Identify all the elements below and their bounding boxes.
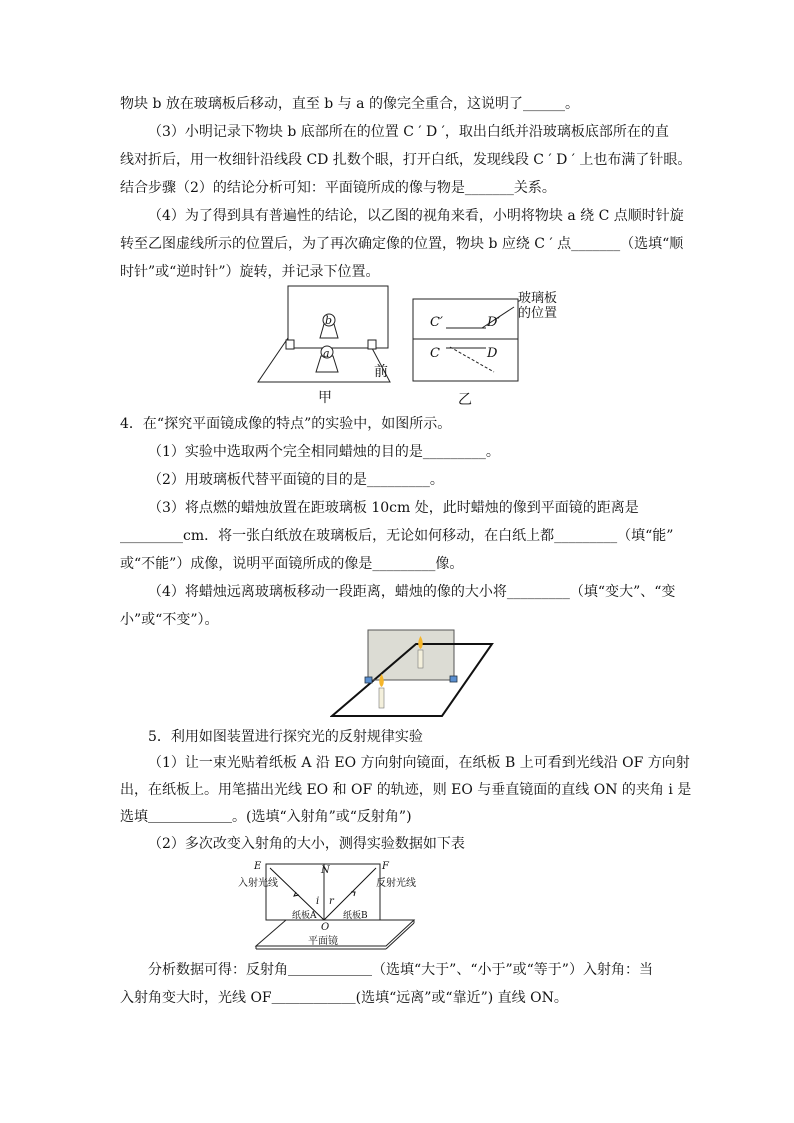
o-label: O bbox=[321, 922, 330, 933]
text-line-8: 4．在“探究平面镜成像的特点”的实验中，如图所示。 bbox=[120, 416, 452, 432]
text-line-11: （3）将点燃的蜡烛放置在距玻璃板 10cm 处，此时蜡烛的像到平面镜的距离是 bbox=[148, 500, 639, 516]
text-line-13: 或“不能”）成像，说明平面镜所成的像是_________像。 bbox=[120, 556, 464, 572]
text-line-14: （4）将蜡烛远离玻璃板移动一段距离，蜡烛的像的大小将_________（填“变大”、“变 bbox=[148, 584, 676, 600]
glass-plate bbox=[368, 630, 454, 680]
text-line-15: 小”或“不变”）。 bbox=[120, 612, 219, 628]
text-line-2: （3）小明记录下物块 b 底部所在的位置 C ′ D ′，取出白纸并沿玻璃板底部所在的直 bbox=[148, 124, 669, 140]
object-b-label: b bbox=[325, 314, 333, 327]
text-line-21: 分析数据可得：反射角＿＿＿＿＿＿（选填“大于”、“小于”或“等于”）入射角：当 bbox=[148, 962, 653, 978]
n-label: N bbox=[321, 865, 330, 876]
text-line-5: （4）为了得到具有普遍性的结论，以乙图的视角来看，小明将物块 a 绕 C 点顺时针旋 bbox=[148, 208, 684, 224]
text-line-16: 5．利用如图装置进行探究光的反射规律实验 bbox=[148, 729, 423, 745]
front-label: 前 bbox=[374, 364, 388, 380]
text-line-12: _________cm．将一张白纸放在玻璃板后，无论如何移动，在白纸上都_________（填“能” bbox=[120, 528, 674, 544]
r-label: r bbox=[329, 896, 334, 907]
incident-ray-label: 入射光线 bbox=[238, 878, 278, 889]
d-prime-label: D′ bbox=[487, 315, 501, 330]
i-label: i bbox=[316, 896, 320, 907]
text-line-19: 选填＿＿＿＿＿＿。(选填“入射角”或“反射角”) bbox=[120, 809, 412, 825]
text-line-17: （1）让一束光贴着纸板 A 沿 EO 方向射向镜面，在纸板 B 上可看到光线沿 OF 方向射 bbox=[148, 755, 690, 771]
text-line-1: 物块 b 放在玻璃板后移动，直至 b 与 a 的像完全重合，这说明了______。 bbox=[120, 96, 579, 112]
board-a-label: 纸板A bbox=[292, 911, 317, 921]
text-line-20: （2）多次改变入射角的大小，测得实验数据如下表 bbox=[148, 836, 465, 852]
e-label: E bbox=[254, 861, 262, 872]
reflected-ray-label: 反射光线 bbox=[376, 878, 416, 889]
f-label: F bbox=[382, 861, 389, 872]
text-line-22: 入射角变大时，光线 OF＿＿＿＿＿＿(选填“远离”或“靠近”) 直线 ON。 bbox=[120, 990, 568, 1006]
c-label: C bbox=[430, 346, 440, 361]
mirror-label: 平面镜 bbox=[308, 936, 338, 947]
text-line-9: （1）实验中选取两个完全相同蜡烛的目的是_________。 bbox=[148, 444, 500, 460]
jia-caption: 甲 bbox=[318, 390, 332, 406]
text-line-7: 时针”或“逆时针”）旋转，并记录下位置。 bbox=[120, 264, 380, 280]
glass-position-label-2: 的位置 bbox=[518, 306, 558, 321]
right-clip bbox=[450, 676, 457, 682]
left-clip bbox=[365, 677, 372, 683]
d-label: D bbox=[487, 346, 498, 361]
figure-yi bbox=[413, 299, 518, 381]
text-line-18: 出，在纸板上。用笔描出光线 EO 和 OF 的轨迹，则 EO 与垂直镜面的直线 ON 的夹角 i 是 bbox=[120, 782, 692, 798]
board-b-label: 纸板B bbox=[343, 911, 368, 921]
object-a-label: a bbox=[323, 347, 330, 360]
text-line-6: 转至乙图虚线所示的位置后，为了再次确定像的位置，物块 b 应绕 C ′ 点_______（选填“顺 bbox=[120, 236, 684, 252]
candle-image-icon bbox=[418, 636, 423, 668]
yi-caption: 乙 bbox=[458, 392, 472, 408]
figure-jia bbox=[258, 286, 390, 382]
figure-reflection-apparatus bbox=[236, 856, 428, 952]
glass-position-label-1: 玻璃板 bbox=[518, 291, 558, 306]
figure-glass-plate-jia-yi bbox=[250, 284, 570, 410]
text-line-10: （2）用玻璃板代替平面镜的目的是_________。 bbox=[148, 472, 444, 488]
text-line-4: 结合步骤（2）的结论分析可知：平面镜所成的像与物是_______关系。 bbox=[120, 180, 556, 196]
figure-candle-glass-plate bbox=[330, 628, 500, 720]
c-prime-label: C′ bbox=[430, 315, 443, 330]
text-line-3: 线对折后，用一枚细针沿线段 CD 扎数个眼，打开白纸，发现线段 C ′ D ′ 上也布满了针眼。 bbox=[120, 152, 692, 168]
candle-icon bbox=[379, 674, 384, 708]
